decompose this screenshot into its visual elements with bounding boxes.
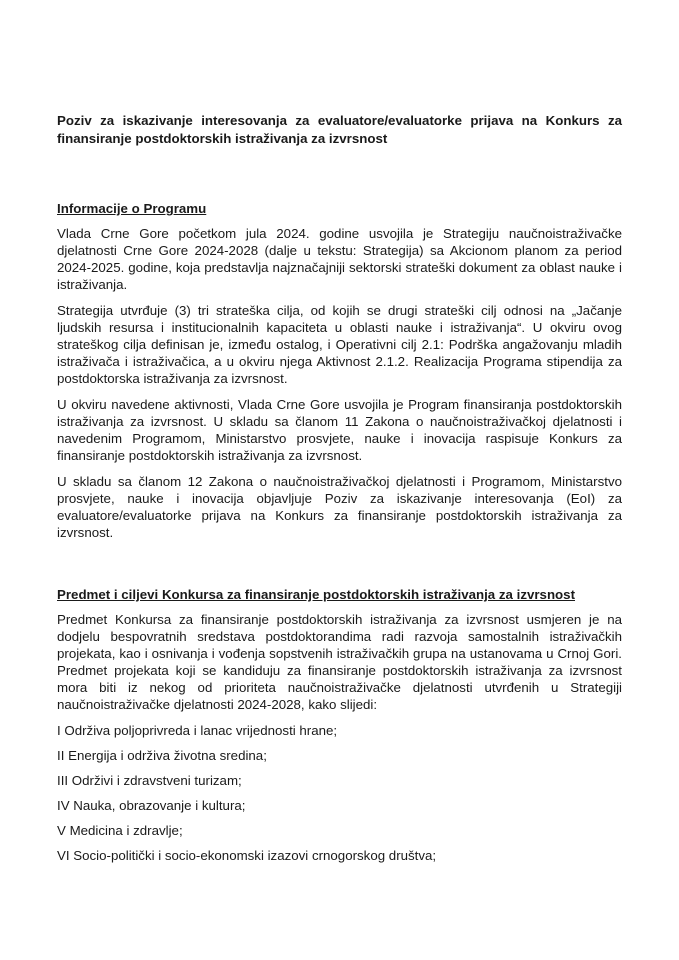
section-heading-subject-goals: Predmet i ciljevi Konkursa za finansiranje postdoktorskih istraživanja za izvrsnost — [57, 587, 576, 602]
document-title: Poziv za iskazivanje interesovanja za evaluatore/evaluatorke prijava na Konkurs za finansiranje postdoktorskih istraživanja za izvrsnost — [57, 113, 622, 146]
section-heading-program-info: Informacije o Programu — [57, 201, 207, 216]
list-item: IV Nauka, obrazovanje i kultura; — [57, 798, 246, 813]
list-item: V Medicina i zdravlje; — [57, 823, 183, 838]
list-item: III Održivi i zdravstveni turizam; — [57, 773, 242, 788]
paragraph: Vlada Crne Gore početkom jula 2024. godine usvojila je Strategiju naučnoistraživačke djelatnosti Crne Gore 2024-2028 (dalje u tekstu: Strategija) sa Akcionom planom za period 2024-2025. godine, koja predstavlja najznačajniji sektorski strateški dokument za oblast nauke i istraživanja. — [57, 226, 622, 292]
paragraph: Predmet Konkursa za finansiranje postdoktorskih istraživanja za izvrsnost usmjeren je na dodjelu bespovratnih sredstava postdoktorandima radi razvoja samostalnih istraživačkih projekata, kao i osnivanja i vođenja sopstvenih istraživačkih grupa na ustanovama u Crnoj Gori. Predmet projekata koji se kandiduju za finansiranje postdoktorskih istraživanja za izvrsnost mora biti iz nekog od prioriteta naučnoistraživačke djelatnosti utvrđenih u Strategiji naučnoistraživačke djelatnosti 2024-2028, kako slijedi: — [57, 612, 622, 712]
paragraph: U okviru navedene aktivnosti, Vlada Crne Gore usvojila je Program finansiranja postdoktorskih istraživanja za izvrsnost. U skladu sa članom 11 Zakona o naučnoistraživačkoj djelatnosti i navedenim Programom, Ministarstvo prosvjete, nauke i inovacija raspisuje Konkurs za finansiranje postdoktorskih istraživanja za izvrsnost. — [57, 397, 622, 463]
priority-list — [57, 722, 622, 864]
list-item: I Održiva poljoprivreda i lanac vrijednosti hrane; — [57, 723, 338, 738]
paragraph: Strategija utvrđuje (3) tri strateška cilja, od kojih se drugi strateški cilj odnosi na „Jačanje ljudskih resursa i institucionalnih kapaciteta u oblasti nauke i istraživanja“. U okviru ovog strateškog cilja definisan je, između ostalog, i Operativni cilj 2.1: Podrška angažovanju mladih istraživača i istraživačica, a u okviru njega Aktivnost 2.1.2. Realizacija Programa stipendija za postdoktorska istraživanja za izvrsnost. — [57, 303, 622, 386]
document-page — [57, 112, 622, 872]
list-item: II Energija i održiva životna sredina; — [57, 748, 267, 763]
list-item: VI Socio-politički i socio-ekonomski izazovi crnogorskog društva; — [57, 848, 437, 863]
paragraph: U skladu sa članom 12 Zakona o naučnoistraživačkoj djelatnosti i Programom, Ministarstvo prosvjete, nauke i inovacija objavljuje Poziv za iskazivanje interesovanja (EoI) za evaluatore/evaluatorke prijava na Konkurs za finansiranje postdoktorskih istraživanja za izvrsnost. — [57, 474, 622, 540]
